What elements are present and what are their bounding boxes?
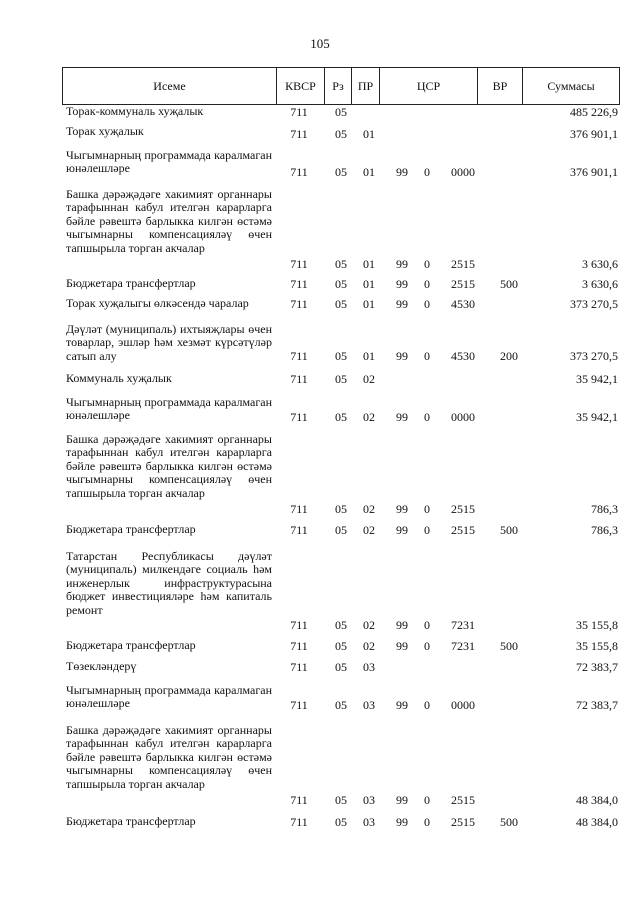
row-csr-code: 2515 xyxy=(451,814,475,829)
row-pr: 03 xyxy=(363,659,375,674)
row-rz: 05 xyxy=(335,371,347,386)
header-csr: ЦСР xyxy=(380,68,478,104)
row-kvsr: 711 xyxy=(290,409,308,424)
row-rz: 05 xyxy=(335,256,347,271)
row-vr: 200 xyxy=(500,348,518,363)
row-csr-program: 99 xyxy=(396,296,408,311)
row-csr-sub: 0 xyxy=(424,276,430,291)
row-csr-code: 2515 xyxy=(451,256,475,271)
row-name: Башка дәрәҗәдәге хакимият органнары тарафыннан кабул ителгән карарларга бәйле рәвештә барлыкка килгән өстәмә чыгымнарны компенсацияләү өчен тапшырыла торган акчалар xyxy=(66,432,272,500)
row-sum: 48 384,0 xyxy=(576,814,618,829)
row-csr-code: 4530 xyxy=(451,296,475,311)
row-csr-sub: 0 xyxy=(424,409,430,424)
row-pr: 03 xyxy=(363,697,375,712)
row-csr-code: 0000 xyxy=(451,409,475,424)
row-pr: 01 xyxy=(363,348,375,363)
row-csr-program: 99 xyxy=(396,409,408,424)
row-name: Коммуналь хуҗалык xyxy=(66,371,172,385)
row-name: Төзекләндерү xyxy=(66,659,137,673)
row-sum: 485 226,9 xyxy=(570,104,618,119)
row-rz: 05 xyxy=(335,638,347,653)
row-vr: 500 xyxy=(500,276,518,291)
row-name: Бюджетара трансфертлар xyxy=(66,638,196,652)
row-name: Татарстан Республикасы дәүләт (муниципаль) милкендәге социаль һәм инженерлык инфраструктурасына бюджет инвестицияләре һәм капиталь ремонт xyxy=(66,549,272,617)
row-rz: 05 xyxy=(335,296,347,311)
table-row xyxy=(62,807,620,829)
row-sum: 35 155,8 xyxy=(576,638,618,653)
row-rz: 05 xyxy=(335,522,347,537)
row-kvsr: 711 xyxy=(290,814,308,829)
table-row xyxy=(62,141,620,179)
row-name: Торак-коммуналь хуҗалык xyxy=(66,104,204,118)
row-pr: 02 xyxy=(363,522,375,537)
row-sum: 72 383,7 xyxy=(576,659,618,674)
row-rz: 05 xyxy=(335,501,347,516)
row-kvsr: 711 xyxy=(290,164,308,179)
row-kvsr: 711 xyxy=(290,638,308,653)
table-row xyxy=(62,632,620,653)
row-pr: 02 xyxy=(363,409,375,424)
row-kvsr: 711 xyxy=(290,522,308,537)
row-name: Чыгымнарның программада каралмаган юнәлешләре xyxy=(66,148,272,176)
table-row xyxy=(62,363,620,386)
table-row xyxy=(62,271,620,291)
row-csr-program: 99 xyxy=(396,501,408,516)
table-row xyxy=(62,537,620,632)
row-csr-code: 7231 xyxy=(451,638,475,653)
row-csr-sub: 0 xyxy=(424,522,430,537)
table-row xyxy=(62,386,620,424)
table-row xyxy=(62,516,620,537)
row-name: Бюджетара трансфертлар xyxy=(66,276,196,290)
row-sum: 373 270,5 xyxy=(570,348,618,363)
row-sum: 786,3 xyxy=(591,501,618,516)
table-row xyxy=(62,311,620,363)
table-row xyxy=(62,291,620,311)
row-vr: 500 xyxy=(500,522,518,537)
header-rz: Рз xyxy=(325,68,352,104)
row-sum: 35 942,1 xyxy=(576,409,618,424)
row-vr: 500 xyxy=(500,814,518,829)
table-row xyxy=(62,653,620,674)
row-csr-sub: 0 xyxy=(424,617,430,632)
row-rz: 05 xyxy=(335,814,347,829)
row-rz: 05 xyxy=(335,697,347,712)
header-sum: Суммасы xyxy=(547,78,595,93)
row-rz: 05 xyxy=(335,659,347,674)
row-csr-code: 2515 xyxy=(451,276,475,291)
row-name: Башка дәрәҗәдәге хакимият органнары тарафыннан кабул ителгән карарларга бәйле рәвештә барлыкка килгән өстәмә чыгымнарны компенсацияләү өчен тапшырыла торган акчалар xyxy=(66,187,272,255)
row-csr-code: 2515 xyxy=(451,501,475,516)
row-name: Бюджетара трансфертлар xyxy=(66,814,196,828)
row-csr-program: 99 xyxy=(396,617,408,632)
row-rz: 05 xyxy=(335,409,347,424)
header-name: Исеме xyxy=(63,68,277,104)
table-row xyxy=(62,674,620,712)
row-pr: 01 xyxy=(363,296,375,311)
row-csr-sub: 0 xyxy=(424,296,430,311)
row-rz: 05 xyxy=(335,792,347,807)
row-csr-sub: 0 xyxy=(424,638,430,653)
row-kvsr: 711 xyxy=(290,104,308,119)
row-csr-program: 99 xyxy=(396,814,408,829)
table-body xyxy=(62,105,620,829)
row-csr-program: 99 xyxy=(396,522,408,537)
row-rz: 05 xyxy=(335,164,347,179)
header-kvsr: КВСР xyxy=(277,68,325,104)
row-sum: 376 901,1 xyxy=(570,164,618,179)
row-csr-program: 99 xyxy=(396,792,408,807)
row-csr-program: 99 xyxy=(396,697,408,712)
row-sum: 3 630,6 xyxy=(582,256,618,271)
row-kvsr: 711 xyxy=(290,697,308,712)
row-pr: 02 xyxy=(363,501,375,516)
row-pr: 02 xyxy=(363,638,375,653)
header-vr: ВР xyxy=(478,68,523,104)
row-csr-program: 99 xyxy=(396,256,408,271)
row-sum: 35 155,8 xyxy=(576,617,618,632)
row-kvsr: 711 xyxy=(290,276,308,291)
row-name: Дәүләт (муниципаль) ихтыяҗлары өчен товарлар, эшләр һәм хезмәт күрсәтүләр сатып алу xyxy=(66,322,272,363)
row-sum: 48 384,0 xyxy=(576,792,618,807)
row-csr-program: 99 xyxy=(396,276,408,291)
row-name: Башка дәрәҗәдәге хакимият органнары тарафыннан кабул ителгән карарларга бәйле рәвештә барлыкка килгән өстәмә чыгымнарны компенсацияләү өчен тапшырыла торган акчалар xyxy=(66,723,272,791)
row-pr: 01 xyxy=(363,126,375,141)
row-pr: 01 xyxy=(363,256,375,271)
row-rz: 05 xyxy=(335,276,347,291)
row-csr-code: 4530 xyxy=(451,348,475,363)
row-csr-program: 99 xyxy=(396,164,408,179)
table-row xyxy=(62,105,620,119)
row-kvsr: 711 xyxy=(290,371,308,386)
row-pr: 03 xyxy=(363,814,375,829)
row-sum: 373 270,5 xyxy=(570,296,618,311)
row-kvsr: 711 xyxy=(290,501,308,516)
table-row xyxy=(62,424,620,516)
row-pr: 01 xyxy=(363,276,375,291)
row-kvsr: 711 xyxy=(290,256,308,271)
row-name: Чыгымнарның программада каралмаган юнәлешләре xyxy=(66,395,272,423)
table-row xyxy=(62,712,620,807)
row-csr-sub: 0 xyxy=(424,697,430,712)
row-kvsr: 711 xyxy=(290,126,308,141)
row-csr-code: 2515 xyxy=(451,792,475,807)
row-pr: 02 xyxy=(363,617,375,632)
table-header xyxy=(62,67,620,105)
row-name: Торак хуҗалык xyxy=(66,124,144,138)
table-row xyxy=(62,119,620,141)
row-kvsr: 711 xyxy=(290,659,308,674)
row-rz: 05 xyxy=(335,126,347,141)
row-pr: 01 xyxy=(363,164,375,179)
row-kvsr: 711 xyxy=(290,296,308,311)
row-kvsr: 711 xyxy=(290,617,308,632)
row-kvsr: 711 xyxy=(290,792,308,807)
row-pr: 02 xyxy=(363,371,375,386)
row-name: Бюджетара трансфертлар xyxy=(66,522,196,536)
row-csr-code: 0000 xyxy=(451,164,475,179)
row-pr: 03 xyxy=(363,792,375,807)
row-csr-sub: 0 xyxy=(424,256,430,271)
row-rz: 05 xyxy=(335,617,347,632)
row-csr-sub: 0 xyxy=(424,348,430,363)
row-csr-code: 7231 xyxy=(451,617,475,632)
row-name: Торак хуҗалыгы өлкәсендә чаралар xyxy=(66,296,249,310)
row-csr-code: 0000 xyxy=(451,697,475,712)
row-name: Чыгымнарның программада каралмаган юнәлешләре xyxy=(66,683,272,711)
row-vr: 500 xyxy=(500,638,518,653)
row-sum: 3 630,6 xyxy=(582,276,618,291)
row-csr-sub: 0 xyxy=(424,792,430,807)
row-sum: 72 383,7 xyxy=(576,697,618,712)
row-rz: 05 xyxy=(335,348,347,363)
row-csr-sub: 0 xyxy=(424,814,430,829)
row-rz: 05 xyxy=(335,104,347,119)
row-kvsr: 711 xyxy=(290,348,308,363)
row-csr-program: 99 xyxy=(396,348,408,363)
row-sum: 786,3 xyxy=(591,522,618,537)
row-csr-sub: 0 xyxy=(424,164,430,179)
row-sum: 35 942,1 xyxy=(576,371,618,386)
header-pr: ПР xyxy=(352,68,380,104)
row-csr-program: 99 xyxy=(396,638,408,653)
row-sum: 376 901,1 xyxy=(570,126,618,141)
table-row xyxy=(62,179,620,271)
row-csr-sub: 0 xyxy=(424,501,430,516)
page-number: 105 xyxy=(310,36,330,51)
row-csr-code: 2515 xyxy=(451,522,475,537)
